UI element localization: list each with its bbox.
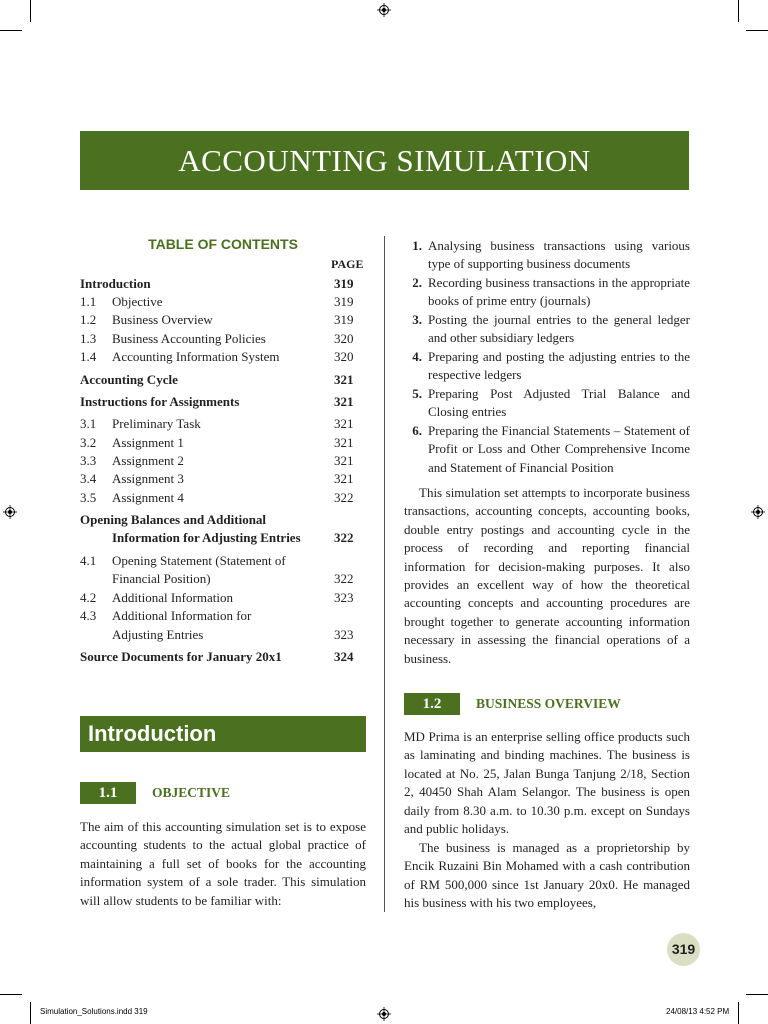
toc-row-number: 4.2: [80, 590, 97, 605]
crop-mark: [746, 994, 768, 995]
toc-row-title: Assignment 1: [112, 435, 184, 450]
toc-row-title: Adjusting Entries: [112, 627, 204, 642]
column-divider: [384, 236, 385, 912]
toc-row-page: 323: [334, 627, 354, 642]
toc-row-number: 4.1: [80, 553, 97, 568]
toc-row-number: 1.3: [80, 331, 97, 346]
registration-mark-icon: [377, 3, 391, 17]
toc-row-page: 319: [334, 276, 354, 291]
toc-row-title: Introduction: [80, 276, 151, 291]
overview-paragraph: The business is managed as a proprietorship by Encik Ruzaini Bin Mohamed with a cash contribution of RM 500,000 since 1st January 20x0. He managed his business with his two employees,: [404, 840, 690, 911]
toc-row-page: 323: [334, 590, 354, 605]
toc-row-title: Assignment 4: [112, 490, 184, 505]
toc-row-title: Business Accounting Policies: [112, 331, 266, 346]
toc-row-number: 1.1: [80, 294, 97, 309]
toc-row-number: 3.5: [80, 490, 97, 505]
toc-row-page: 321: [334, 416, 354, 431]
list-item-number: 4.: [412, 349, 422, 364]
list-item-number: 5.: [412, 386, 422, 401]
toc-row-title: Opening Balances and Additional: [80, 512, 267, 527]
toc-row-page: 321: [334, 453, 354, 468]
toc-page-header: PAGE: [331, 257, 364, 271]
list-item-text: Preparing and posting the adjusting entries to the respective ledgers: [428, 349, 690, 383]
toc-row-title: Assignment 3: [112, 471, 184, 486]
toc-row-page: 324: [334, 649, 354, 664]
list-item-number: 1.: [412, 238, 422, 253]
list-item-text: Preparing the Financial Statements – Statement of Profit or Loss and Other Comprehensive Income and Statement of Financial Position: [428, 423, 690, 475]
list-item-text: Recording business transactions in the appropriate books of prime entry (journals): [428, 275, 690, 309]
toc-row-title: Objective: [112, 294, 163, 309]
toc-row-number: 1.4: [80, 349, 97, 364]
toc-row-number: 1.2: [80, 312, 97, 327]
toc-row-title: Information for Adjusting Entries: [112, 530, 301, 545]
list-item-number: 3.: [412, 312, 422, 327]
toc-row-page: 319: [334, 312, 354, 327]
toc-row-page: 322: [334, 530, 354, 545]
toc-row-title: Financial Position): [112, 571, 211, 586]
crop-mark: [746, 30, 768, 31]
toc-row-title: Additional Information: [112, 590, 233, 605]
toc-row-page: 321: [334, 394, 354, 409]
slug-filename: Simulation_Solutions.indd 319: [40, 1007, 148, 1016]
section-heading-introduction: Introduction: [80, 716, 366, 752]
crop-mark: [738, 0, 739, 22]
crop-mark: [30, 0, 31, 22]
overview-paragraph: MD Prima is an enterprise selling office products such as laminating and binding machines. The business is located at No. 25, Jalan Bunga Tanjung 2/18, Section 2, 40450 Shah Alam Selangor. The business is open daily from 8.30 a.m. to 10.30 p.m. except on Sundays and public holidays.: [404, 729, 690, 837]
toc-row-page: 322: [334, 490, 354, 505]
page-number: 319: [667, 933, 700, 966]
list-item-number: 2.: [412, 275, 422, 290]
toc-row-number: 3.1: [80, 416, 97, 431]
toc-row-page: 321: [334, 435, 354, 450]
toc-row-title: Preliminary Task: [112, 416, 201, 431]
list-item-text: Posting the journal entries to the general ledger and other subsidiary ledgers: [428, 312, 690, 346]
simulation-paragraph: This simulation set attempts to incorporate business transactions, accounting concepts, accounting books, double entry postings and accounting cycle in the process of recording and reporting financial information for decision-making purposes. It also provides an excellent way of how the theoretical accounting concepts and accounting procedures are brought together to generate accounting information necessary in assessing the financial operations of a business.: [404, 485, 690, 666]
list-item-number: 6.: [412, 423, 422, 438]
section-title: OBJECTIVE: [152, 785, 231, 800]
registration-mark-icon: [3, 505, 17, 519]
list-item-text: Analysing business transactions using various type of supporting business documents: [428, 238, 690, 272]
section-number: 1.1: [80, 782, 136, 804]
toc-row-page: 319: [334, 294, 354, 309]
toc-row-title: Business Overview: [112, 312, 213, 327]
toc-row-page: 320: [334, 331, 354, 346]
toc-row-title: Additional Information for: [112, 608, 252, 623]
registration-mark-icon: [751, 505, 765, 519]
section-title: BUSINESS OVERVIEW: [476, 696, 621, 711]
chapter-title: ACCOUNTING SIMULATION: [80, 131, 689, 190]
list-item-text: Preparing Post Adjusted Trial Balance and Closing entries: [428, 386, 690, 420]
toc-row-page: 321: [334, 471, 354, 486]
toc-row-title: Instructions for Assignments: [80, 394, 240, 409]
toc-row-title: Accounting Cycle: [80, 372, 178, 387]
toc-row-number: 3.2: [80, 435, 97, 450]
toc-row-title: Opening Statement (Statement of: [112, 553, 286, 568]
toc-row-number: 3.3: [80, 453, 97, 468]
toc-row-title: Assignment 2: [112, 453, 184, 468]
crop-mark: [738, 1002, 739, 1024]
toc-row-page: 320: [334, 349, 354, 364]
toc-row-page: 321: [334, 372, 354, 387]
toc-row-page: 322: [334, 571, 354, 586]
crop-mark: [30, 1002, 31, 1024]
objective-paragraph: The aim of this accounting simulation set is to expose accounting students to the actual global practice of maintaining a full set of books for the accounting information system of a sole trader. This simulation will allow students to be familiar with:: [80, 819, 366, 908]
toc-row-number: 4.3: [80, 608, 97, 623]
toc-row-number: 3.4: [80, 471, 97, 486]
toc-row-title: Accounting Information System: [112, 349, 280, 364]
registration-mark-icon: [377, 1007, 391, 1021]
crop-mark: [0, 30, 22, 31]
slug-date: 24/08/13 4:52 PM: [666, 1007, 730, 1016]
toc-row-title: Source Documents for January 20x1: [80, 649, 282, 664]
toc-heading: TABLE OF CONTENTS: [148, 236, 298, 252]
section-number: 1.2: [404, 693, 460, 715]
crop-mark: [0, 994, 22, 995]
